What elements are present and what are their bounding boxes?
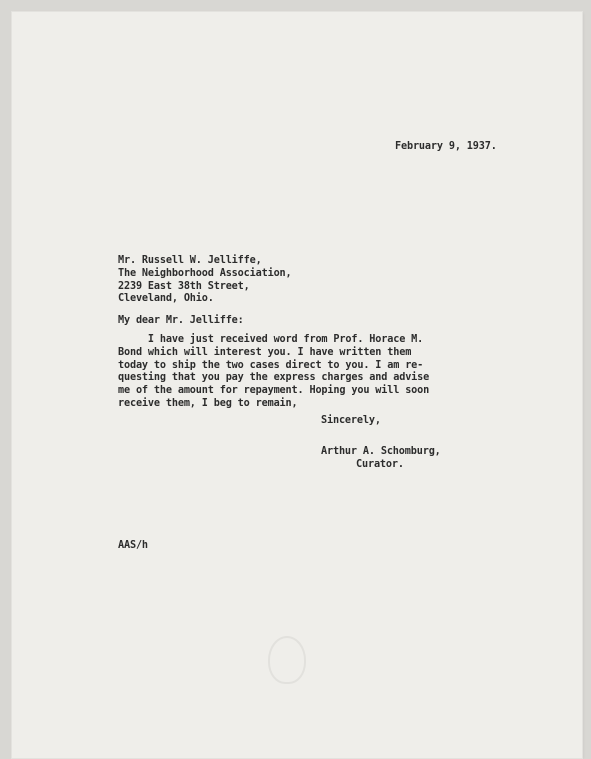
letter-date: February 9, 1937. (395, 141, 497, 152)
signer-name: Arthur A. Schomburg, (321, 446, 441, 457)
signer-title: Curator. (356, 459, 404, 470)
recipient-organization: The Neighborhood Association, (118, 267, 292, 279)
letter-body (118, 334, 429, 411)
recipient-street: 2239 East 38th Street, (118, 280, 250, 292)
recipient-name: Mr. Russell W. Jelliffe, (118, 255, 262, 266)
body-line: Bond which will interest you. I have written them (118, 346, 412, 358)
watermark-emblem (268, 636, 306, 684)
salutation: My dear Mr. Jelliffe: (118, 315, 244, 326)
body-line: today to ship the two cases direct to you. I am re- (118, 359, 424, 371)
body-line: questing that you pay the express charges and advise (118, 372, 430, 384)
body-line: receive them, I beg to remain, (118, 397, 298, 409)
body-line: me of the amount for repayment. Hoping you will soon (118, 385, 430, 397)
recipient-city: Cleveland, Ohio. (118, 293, 214, 305)
complimentary-close: Sincerely, (321, 415, 381, 426)
recipient-address (118, 255, 292, 306)
typist-initials: AAS/h (118, 540, 148, 551)
body-line: I have just received word from Prof. Horace M. (118, 334, 424, 345)
